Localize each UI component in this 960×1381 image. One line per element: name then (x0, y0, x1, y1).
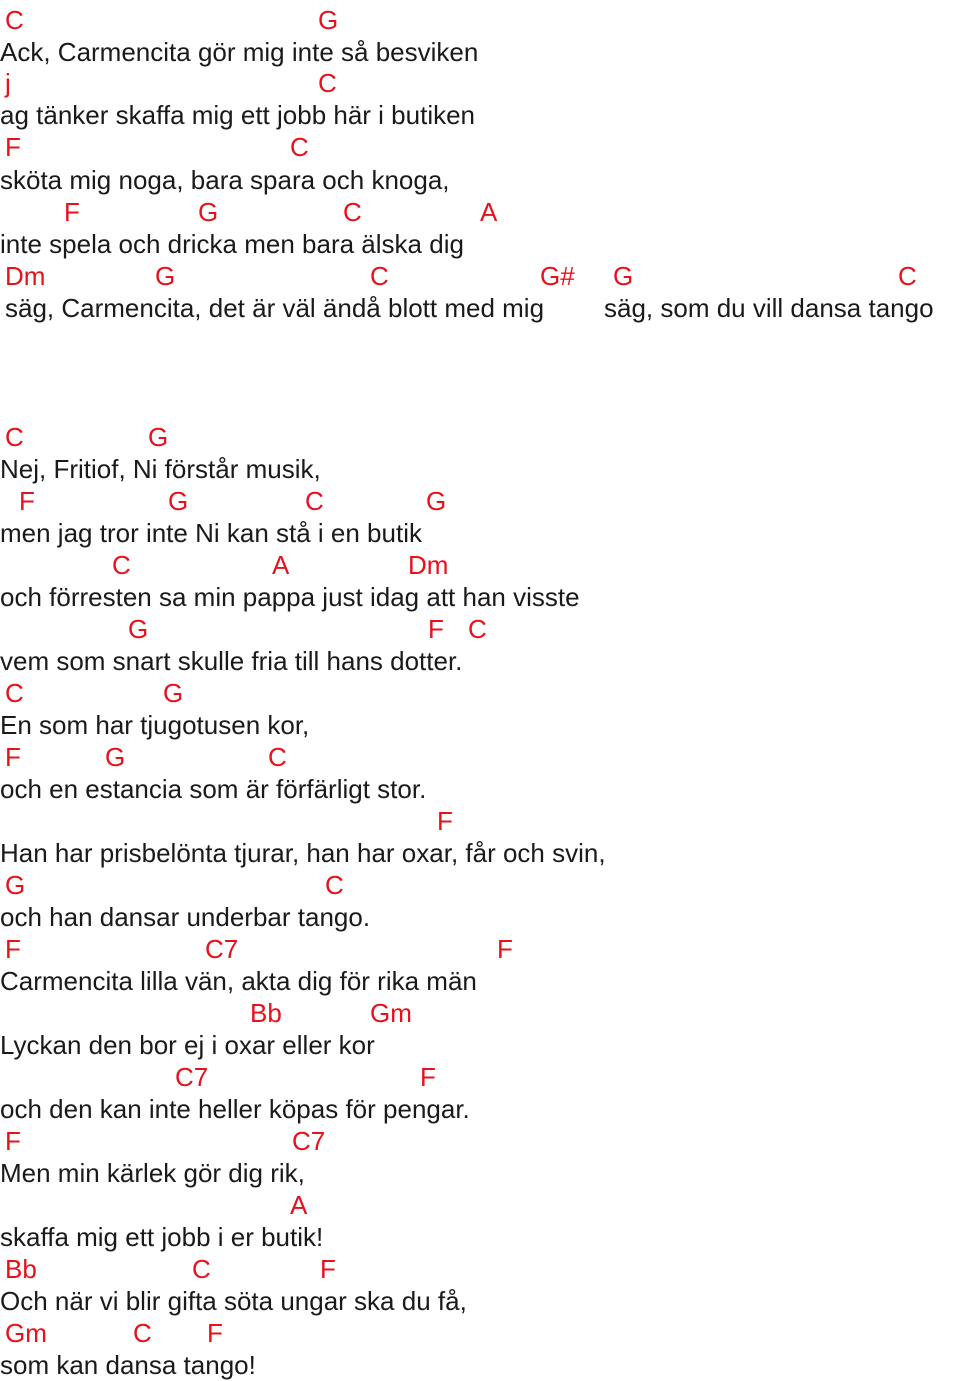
chord: G (5, 870, 26, 900)
chord: G (613, 261, 634, 291)
chord: C7 (292, 1126, 326, 1156)
chord: F (64, 197, 80, 227)
lyric-line: inte spela och dricka men bara älska dig (0, 229, 464, 259)
chord: C7 (175, 1062, 209, 1092)
lyric-line: ag tänker skaffa mig ett jobb här i butiken (0, 100, 476, 130)
lyric-line: Han har prisbelönta tjurar, han har oxar, får och svin, (0, 838, 606, 868)
lyric-line: vem som snart skulle fria till hans dotter. (0, 646, 463, 676)
chord: F (19, 486, 35, 516)
chord: F (420, 1062, 436, 1092)
lyric-line: och en estancia som är förfärligt stor. (0, 774, 427, 804)
chord: C (468, 614, 487, 644)
chord: A (272, 550, 290, 580)
chord: F (5, 742, 21, 772)
chord: C (898, 261, 917, 291)
chord: F (428, 614, 444, 644)
lyric-line: Nej, Fritiof, Ni förstår musik, (0, 454, 321, 484)
lyric-line: skaffa mig ett jobb i er butik! (0, 1222, 324, 1252)
chord: F (5, 1126, 21, 1156)
chord: Bb (5, 1254, 37, 1284)
lyric-segment: säg, Carmencita, det är väl ändå blott med mig (5, 293, 545, 323)
chord: Dm (5, 261, 46, 291)
lyric-line: som kan dansa tango! (0, 1350, 256, 1380)
chord: C (268, 742, 287, 772)
chord: C (112, 550, 131, 580)
chord: G (128, 614, 149, 644)
chord: C (290, 132, 309, 162)
chord: C (133, 1318, 152, 1348)
lyric-line: Lyckan den bor ej i oxar eller kor (0, 1030, 375, 1060)
chord: C (325, 870, 344, 900)
lyric-line: En som har tjugotusen kor, (0, 710, 310, 740)
chord: F (437, 806, 453, 836)
chord: Dm (408, 550, 449, 580)
chord: Gm (5, 1318, 47, 1348)
chord: Bb (250, 998, 282, 1028)
chord: G (105, 742, 126, 772)
lyric-line: sköta mig noga, bara spara och knoga, (0, 165, 450, 195)
lyric-line: och han dansar underbar tango. (0, 902, 371, 932)
chord: C (192, 1254, 211, 1284)
chord: G# (540, 261, 575, 291)
lyric-line: Ack, Carmencita gör mig inte så besviken (0, 37, 479, 67)
chord: C (305, 486, 324, 516)
chord: F (5, 934, 21, 964)
chord: C7 (205, 934, 239, 964)
chord: C (318, 68, 337, 98)
chord: G (163, 678, 184, 708)
chord: Gm (370, 998, 412, 1028)
chord: C (5, 422, 24, 452)
lyric-line: och den kan inte heller köpas för pengar. (0, 1094, 470, 1124)
chord: G (155, 261, 176, 291)
chord: F (207, 1318, 223, 1348)
chord: C (343, 197, 362, 227)
lyric-segment: säg, som du vill dansa tango (604, 293, 934, 323)
lyric-line: Carmencita lilla vän, akta dig för rika män (0, 966, 477, 996)
lyric-line: och förresten sa min pappa just idag att han visste (0, 582, 580, 612)
chord: G (318, 5, 339, 35)
chord: A (290, 1190, 308, 1220)
chord: G (148, 422, 169, 452)
chord: C (5, 5, 24, 35)
chord: G (426, 486, 447, 516)
chord: C (370, 261, 389, 291)
chord: C (5, 678, 24, 708)
chord: F (320, 1254, 336, 1284)
lyric-line: Och när vi blir gifta söta ungar ska du få, (0, 1286, 467, 1316)
chord: G (168, 486, 189, 516)
lyric-line: Men min kärlek gör dig rik, (0, 1158, 305, 1188)
chord: j (5, 68, 11, 98)
chord: F (497, 934, 513, 964)
chord: G (198, 197, 219, 227)
lyric-line: men jag tror inte Ni kan stå i en butik (0, 518, 422, 548)
chord: F (5, 132, 21, 162)
chord: A (480, 197, 498, 227)
